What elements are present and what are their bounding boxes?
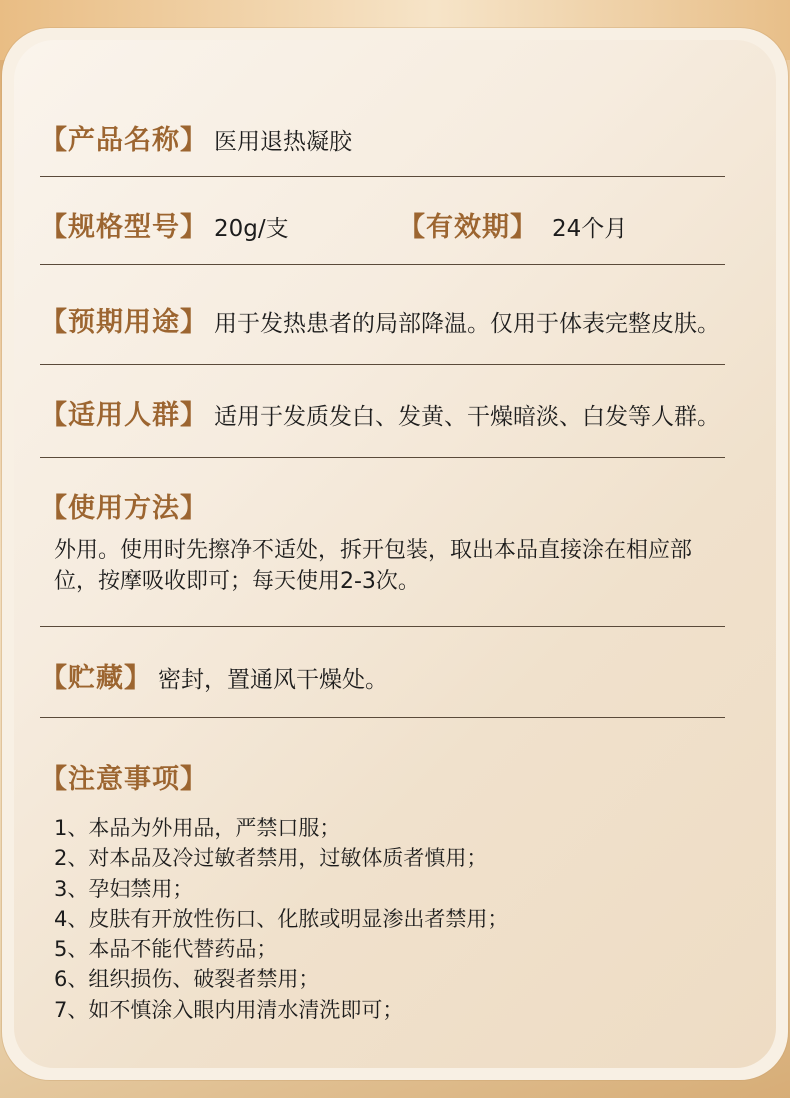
- intended-use-row: [40, 300, 725, 339]
- note-item: 1、本品为外用品，严禁口服；: [54, 816, 341, 840]
- note-item: 4、皮肤有开放性伤口、化脓或明显渗出者禁用；: [54, 906, 509, 931]
- target-group-value: 适用于发质发白、发黄、干燥暗淡、白发等人群。: [214, 404, 720, 430]
- intended-use-label: 【预期用途】: [40, 307, 208, 338]
- storage-label: 【贮藏】: [40, 663, 152, 694]
- spec-value: 20g/支: [214, 216, 289, 242]
- notes-label: 【注意事项】: [40, 764, 208, 795]
- storage-value: 密封，置通风干燥处。: [158, 667, 388, 693]
- validity-value: 24个月: [552, 216, 628, 242]
- usage-line: 外用。使用时先擦净不适处，拆开包装，取出本品直接涂在相应部: [54, 538, 693, 563]
- divider: [40, 364, 725, 365]
- usage-label: 【使用方法】: [40, 493, 208, 524]
- intended-use-value: 用于发热患者的局部降温。仅用于体表完整皮肤。: [214, 311, 720, 337]
- divider: [40, 176, 725, 177]
- divider: [40, 457, 725, 458]
- usage-line: 位，按摩吸收即可；每天使用2-3次。: [54, 569, 420, 594]
- spec-label: 【规格型号】: [40, 212, 208, 243]
- divider: [40, 264, 725, 265]
- divider: [40, 717, 725, 718]
- product-name-value: 医用退热凝胶: [214, 129, 352, 155]
- note-item: 5、本品不能代替药品；: [54, 937, 278, 962]
- note-item: 7、如不慎涂入眼内用清水清洗即可；: [54, 997, 404, 1022]
- storage-row: [40, 656, 725, 695]
- divider: [40, 626, 725, 627]
- product-name-label: 【产品名称】: [40, 125, 208, 156]
- note-item: 2、对本品及冷过敏者禁用，过敏体质者慎用；: [54, 846, 488, 871]
- notes-list: [54, 813, 734, 1025]
- usage-text: [54, 535, 734, 597]
- target-group-row: [40, 393, 725, 432]
- note-item: 3、孕妇禁用；: [54, 876, 194, 901]
- validity-row: [398, 205, 728, 244]
- notes-row: [40, 757, 725, 796]
- usage-row: [40, 486, 725, 525]
- product-name-row: [40, 118, 725, 157]
- validity-label: 【有效期】: [398, 212, 538, 243]
- target-group-label: 【适用人群】: [40, 400, 208, 431]
- note-item: 6、组织损伤、破裂者禁用；: [54, 967, 320, 992]
